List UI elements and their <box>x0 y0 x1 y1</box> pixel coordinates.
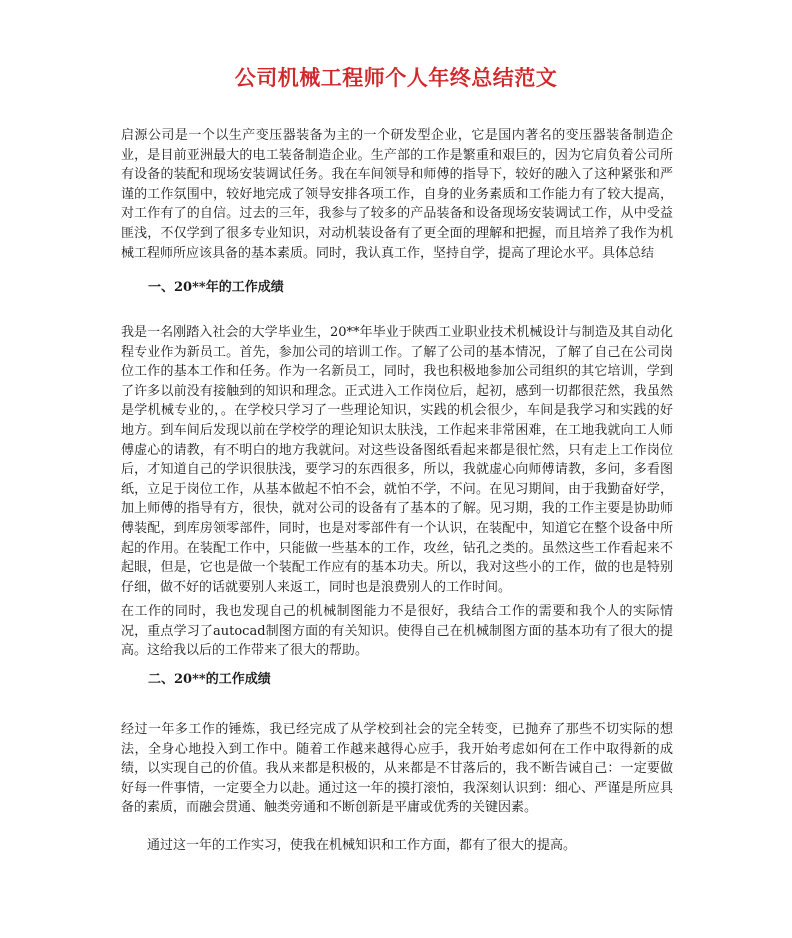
section-heading-1: 一、20**年的工作成绩 <box>148 280 284 295</box>
intro-paragraph: 启源公司是一个以生产变压器装备为主的一个研发型企业，它是国内著名的变压器装备制造企业，是目前亚洲最大的电工装备制造企业。生产部的工作是繁重和艰巨的，因为它肩负着公司所有设备的装配和现场安装调试任务。我在车间领导和师傅的指导下，较好的融入了这种紧张和严谨的工作氛围中，较好地完成了领导安排各项工作，自身的业务素质和工作能力有了较大提高，对工作有了的自信。过去的三年，我参与了较多的产品装备和设备现场安装调试工作，从中受益匪浅，不仅学到了很多专业知识，对动机装设备有了更全面的理解和把握，而且培养了我作为机械工程师所应该具备的基本素质。同时，我认真工作，坚持自学，提高了理论水平。具体总结 <box>121 128 673 261</box>
document-title: 公司机械工程师个人年终总结范文 <box>234 65 558 90</box>
section1-paragraph-1: 我是一名刚踏入社会的大学毕业生，20**年毕业于陕西工业职业技术机械设计与制造及其自动化程专业作为新员工。首先，参加公司的培训工作。了解了公司的基本情况，了解了自己在公司岗位工作的基本工作和任务。作为一名新员工，同时，我也积极地参加公司组织的其它培训，学到了许多以前没有接触到的知识和理念。正式进入工作岗位后，起初，感到一切都很茫然，我虽然是学机械专业的，。在学校只学习了一些理论知识，实践的机会很少，车间是我学习和实践的好地方。到车间后发现以前在学校学的理论知识太肤浅，工作起来非常困难，在工地我就向工人师傅虚心的请教，有不明白的地方我就问。对这些设备图纸看起来都是很忙然，只有走上工作岗位后，才知道自己的学识很肤浅，要学习的东西很多，所以，我就虚心向师傅请教，多问，多看图纸，立足于岗位工作，从基本做起不怕不会，就怕不学，不问。在见习期间，由于我勤奋好学，加上师傅的指导有方，很快，就对公司的设备有了基本的了解。见习期，我的工作主要是协助师傅装配，到库房领零部件，同时，也是对零部件有一个认识，在装配中，知道它在整个设备中所起的作用。在装配工作中，只能做一些基本的工作，攻丝，钻孔之类的。虽然这些工作看起来不起眼，但是，它也是做一个装配工作应有的基本功夫。所以，我对这些小的工作，做的也是特别仔细，做不好的话就要别人来返工，同时也是浪费别人的工作时间。 <box>121 325 673 595</box>
section-heading-2: 二、20**的工作成绩 <box>148 672 271 687</box>
section2-paragraph-2: 通过这一年的工作实习，使我在机械知识和工作方面，都有了很大的提高。 <box>147 838 577 853</box>
section1-paragraph-2: 在工作的同时，我也发现自己的机械制图能力不是很好，我结合工作的需要和我个人的实际情况，重点学习了autocad制图方面的有关知识。使得自己在机械制图方面的基本功有了很大的提高。这给我以后的工作带来了很大的帮助。 <box>121 604 673 659</box>
section2-paragraph-1: 经过一年多工作的锤炼，我已经完成了从学校到社会的完全转变，已抛弃了那些不切实际的想法，全身心地投入到工作中。随着工作越来越得心应手，我开始考虑如何在工作中取得新的成绩，以实现自己的价值。我从来都是积极的，从来都是不甘落后的，我不断告诫自己：一定要做好每一件事情，一定要全力以赴。通过这一年的摸打滚怕，我深刻认识到：细心、严谨是所应具备的素质，而融会贯通、触类旁通和不断创新是平庸或优秀的关键因素。 <box>121 722 673 816</box>
